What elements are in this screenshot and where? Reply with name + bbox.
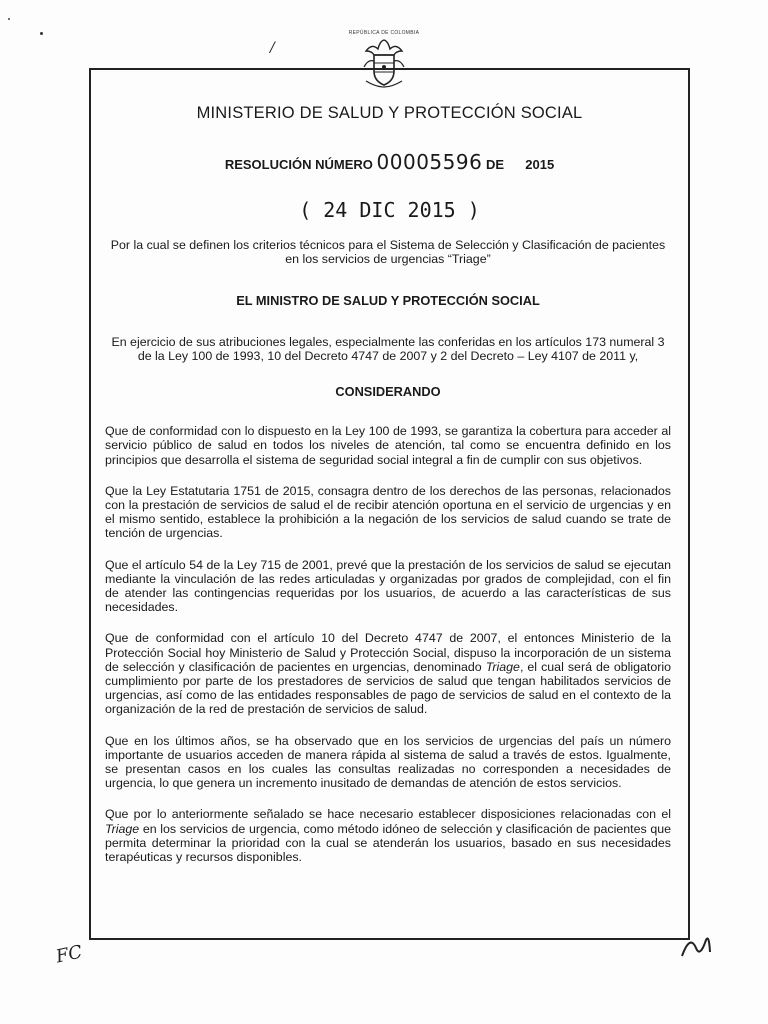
handwritten-tick-top: / [270,40,275,56]
resolution-de: DE [485,157,504,172]
considerando-paragraph-5: Que en los últimos años, se ha observado que en los servicios de urgencias del país un número importante de usuarios acceden de manera rápida al sistema de salud a través de estos. Igualmente, se presentan casos en los cuales las consultas realizadas no corresponden a necesidades de urgencia, lo que genera un incremento inusitado de demandas de atención de estos servicios. [105,733,671,791]
minister-heading: EL MINISTRO DE SALUD Y PROTECCIÓN SOCIAL [236,293,540,309]
scan-speck-top-left [40,32,43,35]
scan-speck-left [8,18,10,20]
ministry-title: MINISTERIO DE SALUD Y PROTECCIÓN SOCIAL [196,104,583,122]
colombia-coat-of-arms [348,30,420,102]
resolution-year: 2015 [525,157,555,172]
considerando-paragraph-6: Que por lo anteriormente señalado se hace necesario establecer disposiciones relacionadas con el Triage en los servicios de urgencia, como método idóneo de selección y clasificación de pacientes que permita determinar la prioridad con la cual se atenderán los usuarios, basado en sus necesidades terapéuticas y recursos disponibles. [105,807,671,865]
signature-flourish-icon [676,926,716,966]
resolution-line [89,150,690,174]
resolution-number: 00005596 [376,150,483,174]
considerando-heading: CONSIDERANDO [335,384,441,400]
considerando-paragraph-2: Que la Ley Estatutaria 1751 de 2015, consagra dentro de los derechos de las personas, relacionados con la prestación de servicios de salud el de recibir atención oportuna en el servicio de urgencias y en el mismo sentido, establece la prohibición a la negación de los servicios de salud cuando se trate de tención de urgencias. [105,483,671,541]
considerando-paragraph-4: Que de conformidad con el artículo 10 del Decreto 4747 de 2007, el entonces Ministerio de la Protección Social hoy Ministerio de Salud y Protección Social, dispuso la incorporación de un sistema de selección y clasificación de pacientes en urgencias, denominado Triage, el cual será de obligatorio cumplimiento por parte de los prestadores de servicios de salud que tengan habilitados servicios de urgencias, así como de las entidades responsables de pago de servicios de salud en el contexto de la organización de la red de prestación de servicios de salud. [105,631,671,717]
republic-label: REPÚBLICA DE COLOMBIA [348,30,420,36]
handwritten-initials: FC [54,941,85,968]
resolution-subject: Por la cual se definen los criterios técnicos para el Sistema de Selección y Clasificación de pacientes en los servicios de urgencias “Triage” [110,238,666,267]
considerando-paragraph-3: Que el artículo 54 de la Ley 715 de 2001, prevé que la prestación de los servicios de salud se ejecutan mediante la vinculación de las redes articuladas y organizadas por grados de complejidad, con el fin de atender las contingencias requeridas por los usuarios, de acuerdo a las características de sus necesidades. [105,557,671,615]
coat-of-arms-icon [362,37,406,89]
legal-powers: En ejercicio de sus atribuciones legales, especialmente las conferidas en los artículos 173 numeral 3 de la Ley 100 de 1993, 10 del Decreto 4747 de 2007 y 2 del Decreto – Ley 4107 de 2011 y, [111,334,665,363]
considerando-paragraph-1: Que de conformidad con lo dispuesto en la Ley 100 de 1993, se garantiza la cobertura para acceder al servicio público de salud en todos los niveles de atención, tal como se encuentra definido en los principios que desarrolla el sistema de seguridad social integral a fin de cumplir con sus objetivos. [105,424,671,467]
resolution-date-stamp: ( 24 DIC 2015 ) [299,198,480,222]
resolution-prefix: RESOLUCIÓN NÚMERO [224,157,373,172]
document-body [105,238,671,881]
